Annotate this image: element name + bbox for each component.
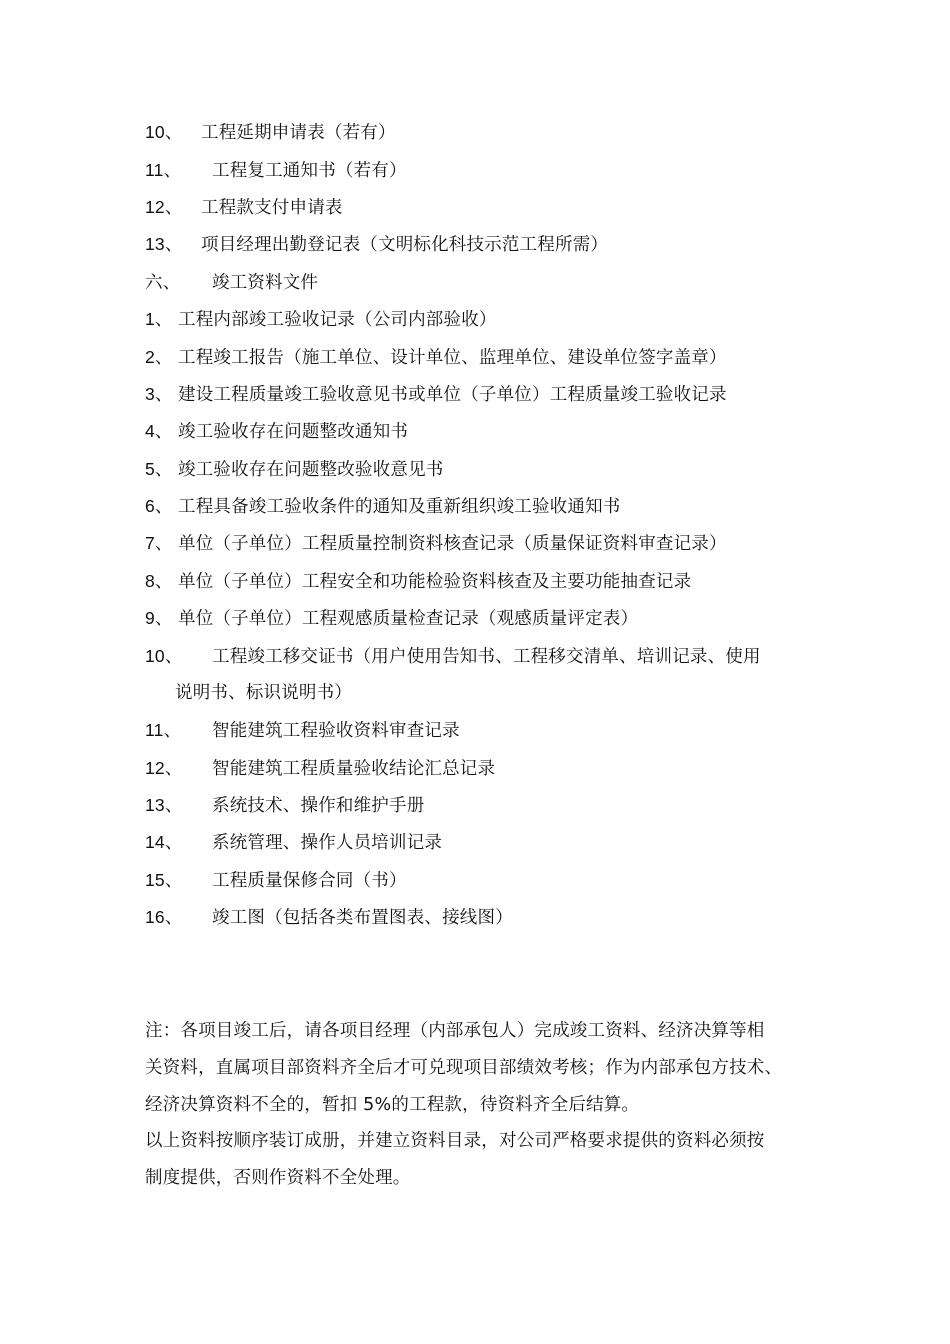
item-number: 8、 — [145, 571, 173, 591]
item-number: 3、 — [145, 384, 173, 404]
item-number: 5、 — [145, 459, 173, 479]
list-item — [145, 569, 691, 593]
item-number: 13、 — [145, 795, 183, 815]
item-text: 智能建筑工程质量验收结论汇总记录 — [212, 759, 496, 779]
item-number: 7、 — [145, 533, 173, 553]
item-number: 10、 — [145, 646, 183, 666]
item-number: 1、 — [145, 309, 173, 329]
list-item — [145, 457, 444, 481]
list-item — [145, 195, 343, 219]
note-line: 以上资料按顺序装订成册，并建立资料目录，对公司严格要求提供的资料必须按 — [145, 1131, 765, 1151]
item-text: 系统技术、操作和维护手册 — [212, 796, 425, 816]
item-text: 竣工验收存在问题整改验收意见书 — [178, 460, 444, 480]
item-text: 竣工图（包括各类布置图表、接线图） — [212, 908, 513, 928]
item-number: 4、 — [145, 421, 173, 441]
section-number: 六、 — [145, 272, 181, 292]
list-item — [145, 307, 497, 331]
list-item — [145, 718, 460, 742]
item-text: 项目经理出勤登记表（文明标化科技示范工程所需） — [201, 235, 609, 255]
item-number: 2、 — [145, 347, 173, 367]
section-heading — [145, 270, 318, 294]
item-text: 单位（子单位）工程观感质量检查记录（观感质量评定表） — [178, 609, 639, 629]
list-item — [145, 868, 407, 892]
item-text: 单位（子单位）工程质量控制资料核查记录（质量保证资料审查记录） — [178, 534, 727, 554]
item-number: 14、 — [145, 832, 183, 852]
list-item — [145, 531, 727, 555]
list-item — [145, 494, 621, 518]
note-line: 经济决算资料不全的，暂扣 5%的工程款，待资料齐全后结算。 — [145, 1095, 640, 1115]
item-number: 12、 — [145, 758, 183, 778]
list-item — [145, 232, 608, 256]
list-item — [145, 419, 408, 443]
item-text: 智能建筑工程验收资料审查记录 — [212, 721, 460, 741]
item-number: 16、 — [145, 907, 183, 927]
item-text-continuation: 说明书、标识说明书） — [175, 683, 352, 703]
item-number: 6、 — [145, 496, 173, 516]
item-text: 工程内部竣工验收记录（公司内部验收） — [178, 310, 497, 330]
item-number: 11、 — [145, 720, 182, 740]
item-text: 工程复工通知书（若有） — [212, 161, 407, 181]
list-item — [145, 382, 727, 406]
item-text: 工程竣工报告（施工单位、设计单位、监理单位、建设单位签字盖章） — [178, 348, 727, 368]
item-text: 系统管理、操作人员培训记录 — [212, 833, 443, 853]
item-text: 工程具备竣工验收条件的通知及重新组织竣工验收通知书 — [178, 497, 621, 517]
list-item — [145, 756, 495, 780]
item-number: 12、 — [145, 197, 183, 217]
list-item — [145, 905, 513, 929]
list-item — [145, 158, 407, 182]
list-item — [145, 606, 638, 630]
section-title: 竣工资料文件 — [212, 273, 319, 293]
list-item-continuation — [175, 681, 352, 705]
item-text: 工程竣工移交证书（用户使用告知书、工程移交清单、培训记录、使用 — [212, 647, 761, 667]
item-text: 竣工验收存在问题整改通知书 — [178, 422, 409, 442]
item-text: 单位（子单位）工程安全和功能检验资料核查及主要功能抽查记录 — [178, 572, 692, 592]
list-item — [145, 830, 442, 854]
item-number: 15、 — [145, 870, 183, 890]
item-text: 工程延期申请表（若有） — [201, 123, 396, 143]
item-number: 11、 — [145, 160, 182, 180]
note-line: 制度提供，否则作资料不全处理。 — [145, 1168, 411, 1188]
item-number: 10、 — [145, 122, 183, 142]
item-text: 工程款支付申请表 — [201, 198, 343, 218]
list-item — [145, 120, 396, 144]
list-item — [145, 345, 727, 369]
item-number: 13、 — [145, 234, 183, 254]
note-line: 关资料，直属项目部资料齐全后才可兑现项目部绩效考核；作为内部承包方技术、 — [145, 1058, 783, 1078]
item-text: 工程质量保修合同（书） — [212, 871, 407, 891]
list-item — [145, 644, 761, 668]
item-number: 9、 — [145, 608, 173, 628]
item-text: 建设工程质量竣工验收意见书或单位（子单位）工程质量竣工验收记录 — [178, 385, 727, 405]
note-line: 注：各项目竣工后，请各项目经理（内部承包人）完成竣工资料、经济决算等相 — [145, 1021, 765, 1041]
list-item — [145, 793, 424, 817]
